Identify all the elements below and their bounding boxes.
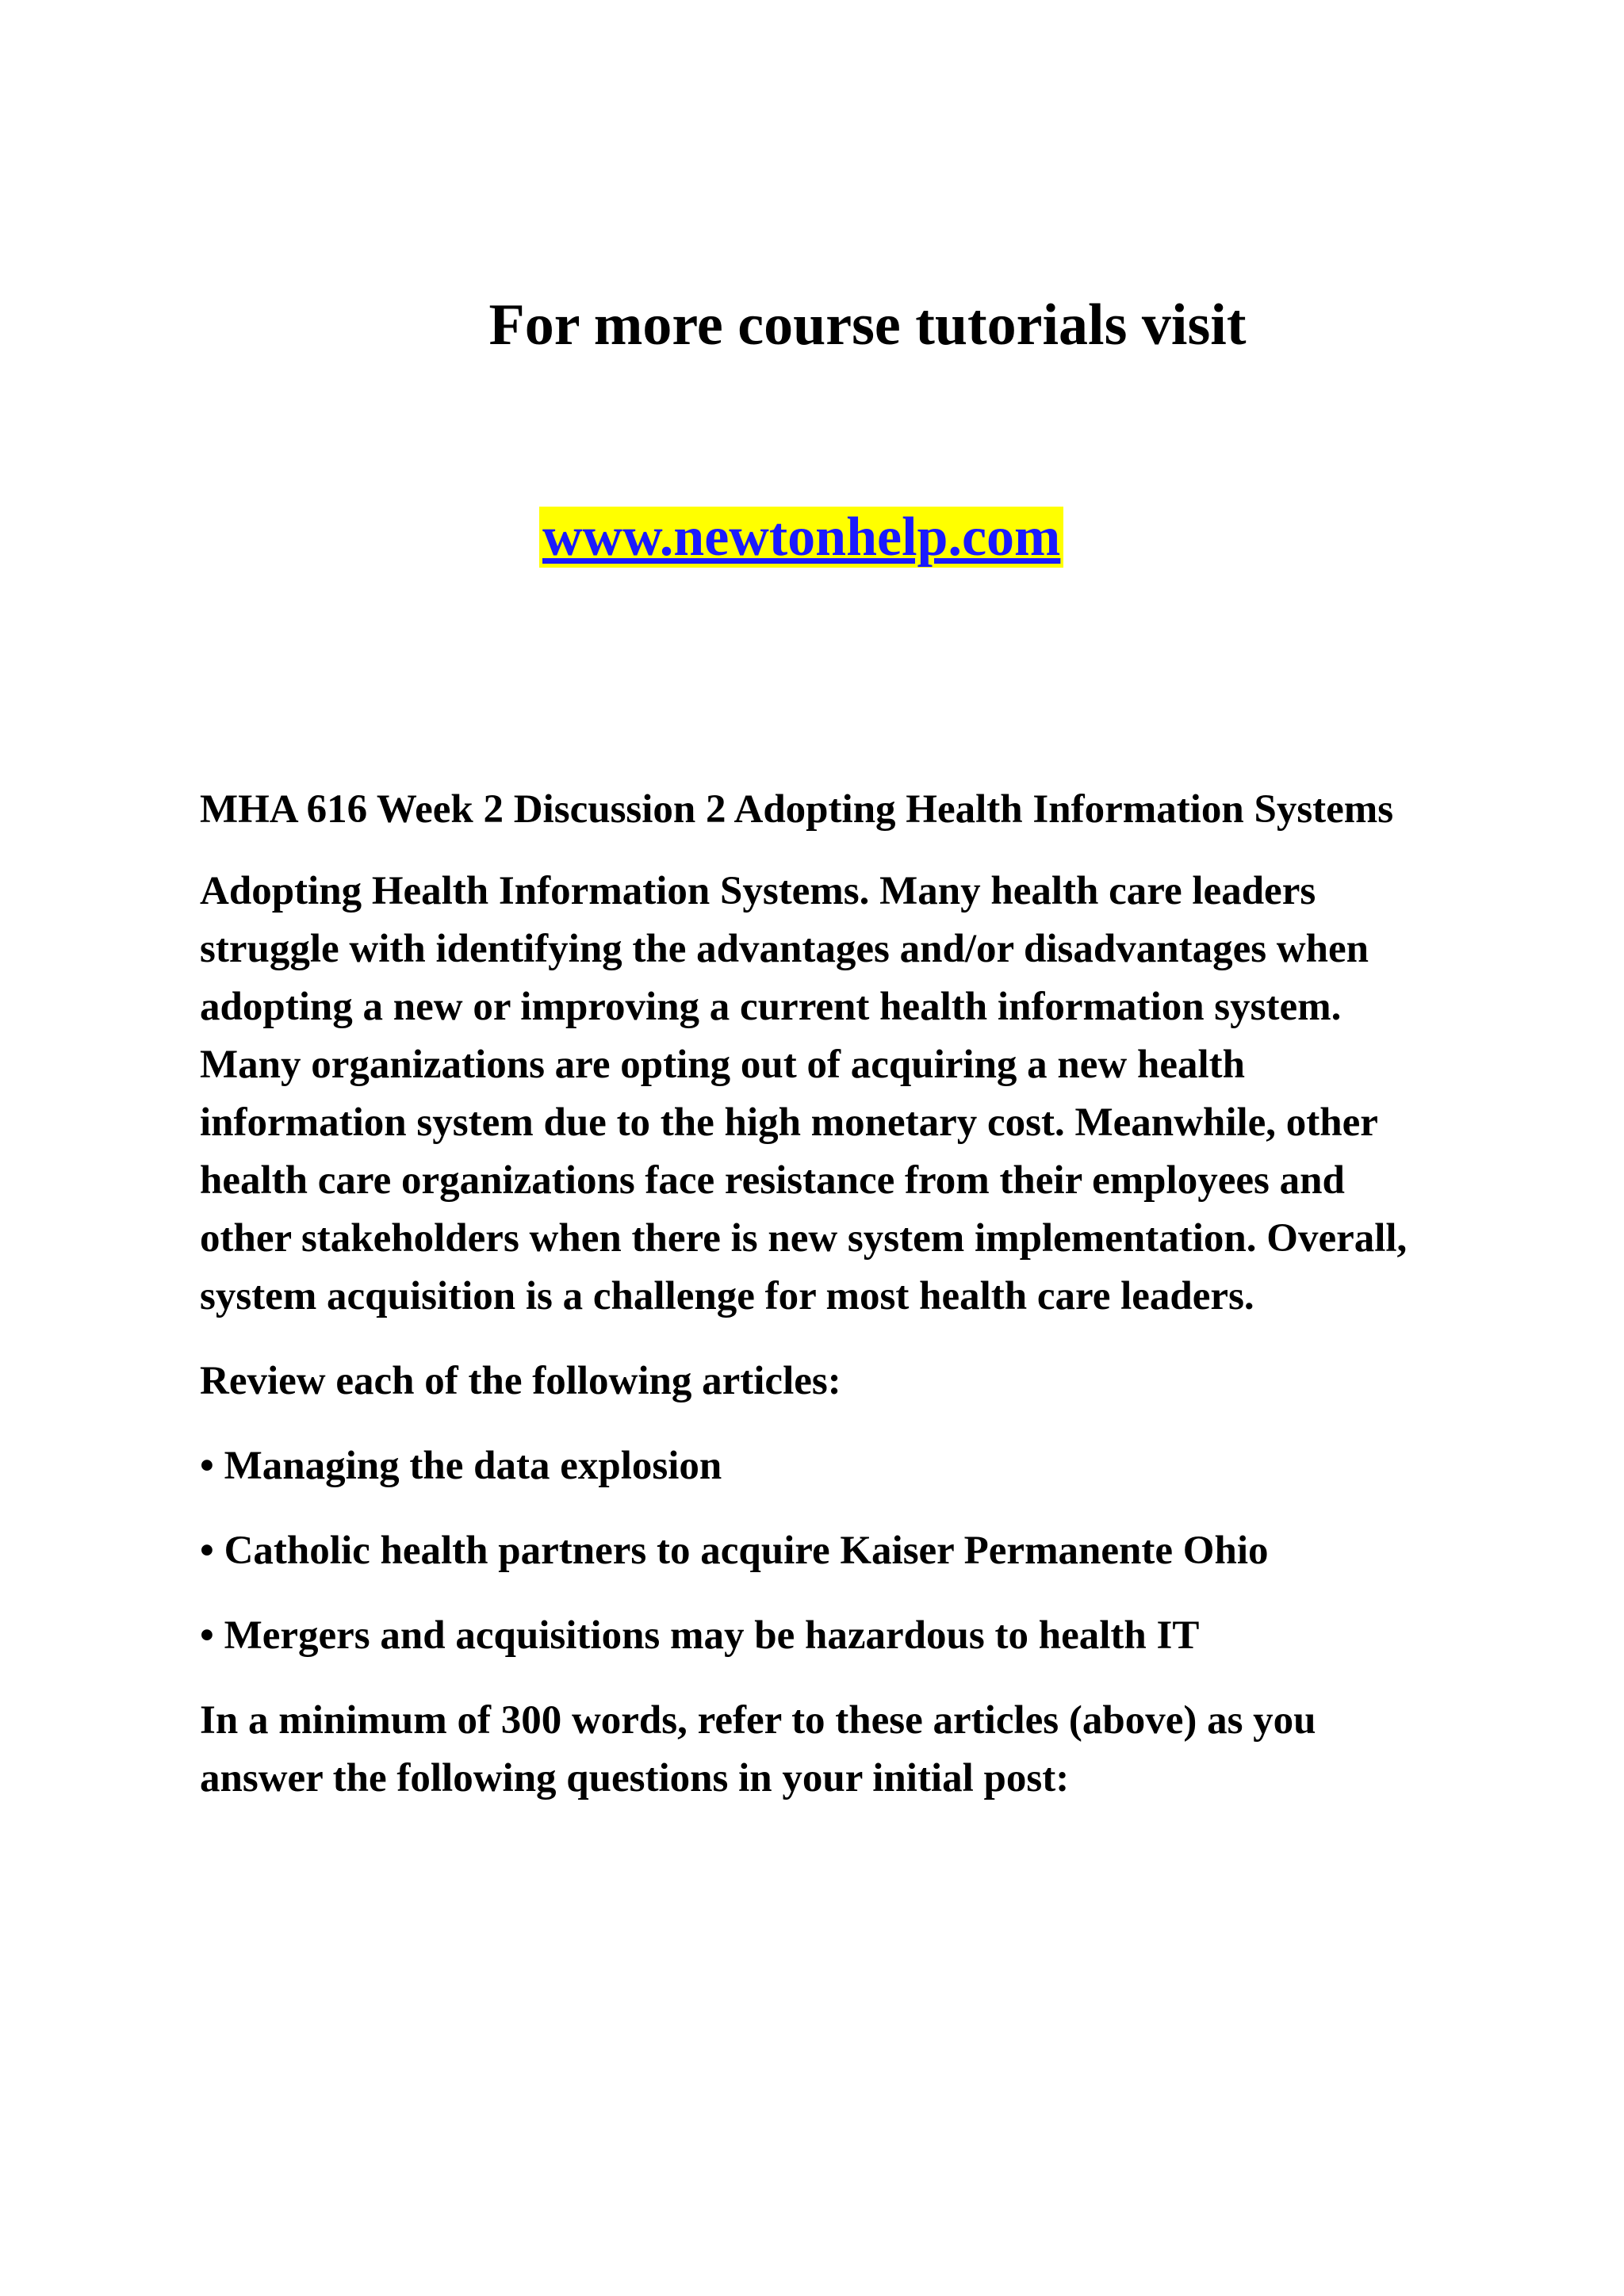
- article-item-data-explosion: • Managing the data explosion: [200, 1444, 722, 1488]
- newtonhelp-link[interactable]: www.newtonhelp.com: [539, 507, 1063, 568]
- promo-heading: For more course tutorials visit: [488, 293, 1247, 358]
- intro-paragraph: Adopting Health Information Systems. Many health care leaders struggle with identifying the advantages and/or disadvantages when adopting a new or improving a current health information system. Many organizations are opting out of acquiring a new health information system due to the high monetary cost. Meanwhile, other health care organizations face resistance from their employees and other stakeholders when there is new system implementation. Overall, system acquisition is a challenge for most health care leaders.: [200, 869, 1408, 1318]
- document-body: [200, 781, 1437, 1835]
- instructions-paragraph: In a minimum of 300 words, refer to these articles (above) as you answer the following questions in your initial post:: [200, 1698, 1316, 1800]
- article-item-mergers: • Mergers and acquisitions may be hazardous to health IT: [200, 1613, 1200, 1658]
- article-item-catholic-health: • Catholic health partners to acquire Kaiser Permanente Ohio: [200, 1529, 1269, 1573]
- document-title: MHA 616 Week 2 Discussion 2 Adopting Health Information Systems: [200, 787, 1394, 832]
- review-prompt: Review each of the following articles:: [200, 1359, 841, 1403]
- promo-link-container: [539, 499, 1063, 576]
